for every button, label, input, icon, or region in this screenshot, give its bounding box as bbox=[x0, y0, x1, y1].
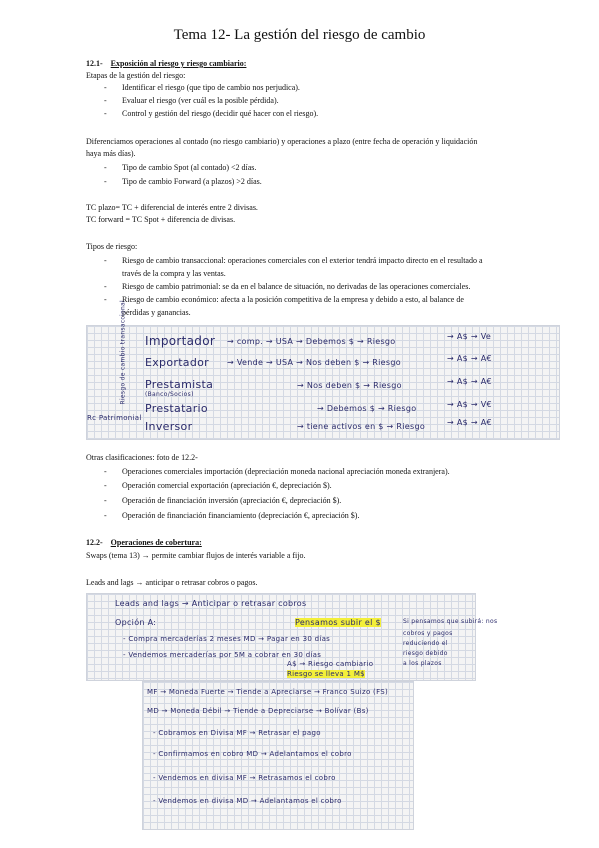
note-row-result: → A$ → Ve bbox=[447, 332, 492, 341]
note-line: - Vendemos mercaderías por 5M a cobrar en 30 días bbox=[123, 651, 322, 659]
note-side-label: Rc Patrimonial bbox=[87, 414, 142, 422]
diferenciamos-line-2: haya más días). bbox=[86, 149, 136, 158]
bullet-dash: - bbox=[104, 496, 107, 505]
note-line: Opción A: bbox=[115, 618, 157, 627]
bullet-dash: - bbox=[104, 83, 107, 92]
note-row-label: Inversor bbox=[145, 420, 193, 433]
note-side-line: a los plazos bbox=[403, 660, 442, 667]
note-side-line: cobros y pagos bbox=[403, 630, 453, 637]
otras-item: Operación de financiación inversión (apreciación €, depreciación $). bbox=[122, 496, 342, 505]
note-row-sub: (Banco/Socios) bbox=[145, 391, 194, 398]
swaps-line: Swaps (tema 13) → permite cambiar flujos de interés variable a fijo. bbox=[86, 551, 306, 560]
tipo-cambio-item: Tipo de cambio Forward (a plazos) >2 días. bbox=[122, 177, 262, 186]
note-line: MD → Moneda Débil → Tiende a Depreciarse → Bolívar (Bs) bbox=[147, 707, 369, 715]
bullet-dash: - bbox=[104, 481, 107, 490]
bullet-dash: - bbox=[104, 163, 107, 172]
note-highlight: Pensamos subir el $ bbox=[295, 618, 381, 627]
bullet-dash: - bbox=[104, 177, 107, 186]
note-row-label: Prestatario bbox=[145, 402, 208, 415]
otras-item: Operación de financiación financiamiento (depreciación €, apreciación $). bbox=[122, 511, 360, 520]
note-side-label: Riesgo de cambio transaccional bbox=[119, 299, 127, 405]
tc-forward-formula: TC forward = TC Spot + diferencia de divisas. bbox=[86, 215, 236, 224]
note-row-text: → tiene activos en $ → Riesgo bbox=[297, 422, 426, 431]
note-line: MF → Moneda Fuerte → Tiende a Apreciarse → Franco Suizo (FS) bbox=[147, 688, 389, 696]
note-line: - Cobramos en Divisa MF → Retrasar el pago bbox=[153, 729, 321, 737]
handwritten-note-monedas bbox=[142, 681, 414, 830]
section-12-2-heading bbox=[86, 538, 202, 548]
riesgo-item: Riesgo de cambio transaccional: operaciones comerciales con el exterior tendrá impacto directo en el resultado a bbox=[122, 256, 483, 265]
section-number: 12.2- bbox=[86, 538, 103, 547]
note-line: - Vendemos en divisa MF → Retrasamos el cobro bbox=[153, 774, 336, 782]
etapa-item: Evaluar el riesgo (ver cuál es la posible pérdida). bbox=[122, 96, 279, 105]
note-side-line: reduciendo el bbox=[403, 640, 448, 647]
bullet-dash: - bbox=[104, 295, 107, 304]
otras-item: Operaciones comerciales importación (depreciación moneda nacional apreciación moneda extranjera). bbox=[122, 467, 450, 476]
note-row-text: → Vende → USA → Nos deben $ → Riesgo bbox=[227, 358, 401, 367]
riesgo-item-cont: pérdidas y ganancias. bbox=[122, 308, 191, 317]
note-highlight: Riesgo se lleva 1 M$ bbox=[287, 670, 365, 678]
otras-intro: Otras clasificaciones: foto de 12.2- bbox=[86, 453, 198, 462]
note-line: - Compra mercaderías 2 meses MD → Pagar en 30 días bbox=[123, 635, 331, 643]
section-title: Exposición al riesgo y riesgo cambiario: bbox=[110, 59, 247, 68]
bullet-dash: - bbox=[104, 109, 107, 118]
bullet-dash: - bbox=[104, 256, 107, 265]
tipo-cambio-item: Tipo de cambio Spot (al contado) <2 días. bbox=[122, 163, 257, 172]
note-line: - Confirmamos en cobro MD → Adelantamos el cobro bbox=[153, 750, 352, 758]
etapa-item: Control y gestión del riesgo (decidir qué hacer con el riesgo). bbox=[122, 109, 319, 118]
note-row-result: → A$ → A€ bbox=[447, 377, 492, 386]
handwritten-note-leads-lags bbox=[86, 593, 498, 681]
bullet-dash: - bbox=[104, 282, 107, 291]
note-row-label: Prestamista bbox=[145, 378, 214, 391]
tc-plazo-formula: TC plazo= TC + diferencial de interés entre 2 divisas. bbox=[86, 203, 258, 212]
note-line: - Vendemos en divisa MD → Adelantamos el cobro bbox=[153, 797, 342, 805]
note-row-text: → Debemos $ → Riesgo bbox=[317, 404, 417, 413]
otras-item: Operación comercial exportación (apreciación €, depreciación $). bbox=[122, 481, 332, 490]
note-row-result: → A$ → V€ bbox=[447, 400, 492, 409]
section-12-1-heading bbox=[86, 59, 246, 69]
tipos-riesgo-intro: Tipos de riesgo: bbox=[86, 242, 138, 251]
diferenciamos-line-1: Diferenciamos operaciones al contado (no riesgo cambiario) y operaciones a plazo (entre fecha de operación y liquidación bbox=[86, 137, 478, 146]
note-row-result: → A$ → A€ bbox=[447, 418, 492, 427]
note-line: Leads and lags → Anticipar o retrasar cobros bbox=[115, 599, 307, 608]
section-title: Operaciones de cobertura: bbox=[110, 538, 202, 547]
riesgo-item: Riesgo de cambio patrimonial: se da en el balance de situación, no derivadas de las operaciones comerciales. bbox=[122, 282, 471, 291]
note-row-label: Exportador bbox=[145, 356, 209, 369]
note-side-line: riesgo debido bbox=[403, 650, 448, 657]
bullet-dash: - bbox=[104, 467, 107, 476]
note-row-text: → comp. → USA → Debemos $ → Riesgo bbox=[227, 337, 396, 346]
note-line: A$ → Riesgo cambiario bbox=[287, 660, 374, 668]
etapa-item: Identificar el riesgo (que tipo de cambio nos perjudica). bbox=[122, 83, 300, 92]
bullet-dash: - bbox=[104, 511, 107, 520]
note-row-text: → Nos deben $ → Riesgo bbox=[297, 381, 402, 390]
riesgo-item-cont: través de la compra y las ventas. bbox=[122, 269, 226, 278]
etapas-intro: Etapas de la gestión del riesgo: bbox=[86, 71, 186, 80]
page-title: Tema 12- La gestión del riesgo de cambio bbox=[173, 27, 426, 43]
note-row-result: → A$ → A€ bbox=[447, 354, 492, 363]
bullet-dash: - bbox=[104, 96, 107, 105]
note-side-line: Si pensamos que subirá: nos bbox=[403, 618, 498, 625]
section-number: 12.1- bbox=[86, 59, 103, 68]
riesgo-item: Riesgo de cambio económico: afecta a la posición competitiva de la empresa y debido a esto, al balance de bbox=[122, 295, 464, 304]
note-row-label: Importador bbox=[145, 334, 216, 348]
leads-lags-line: Leads and lags → anticipar o retrasar cobros o pagos. bbox=[86, 578, 258, 587]
